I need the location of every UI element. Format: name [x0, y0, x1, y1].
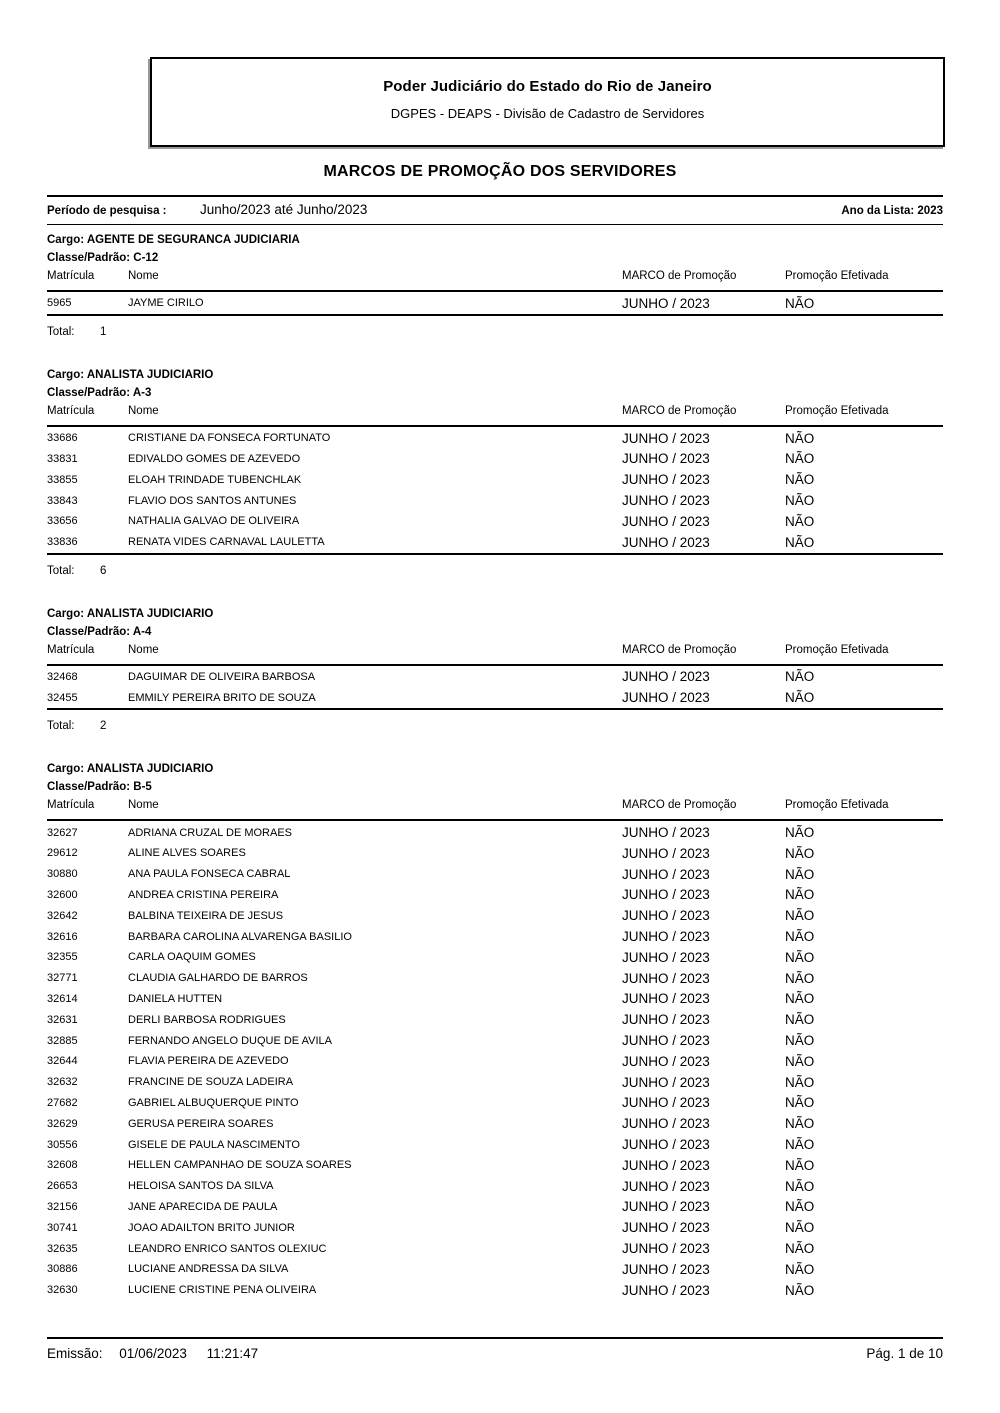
classe-label: Classe/Padrão: A-3 [47, 386, 152, 399]
table-row [47, 926, 943, 947]
cell-efetivada: NÃO [785, 451, 815, 467]
cell-marco: JUNHO / 2023 [622, 1241, 710, 1256]
total-value: 6 [100, 564, 107, 577]
cell-efetivada: NÃO [785, 970, 815, 986]
col-header-marco: MARCO de Promoção [622, 404, 737, 417]
emission-info [47, 1346, 258, 1361]
cell-matricula: 32631 [47, 1013, 78, 1026]
cell-marco: JUNHO / 2023 [622, 669, 710, 685]
table-header-row [47, 269, 943, 292]
table-row [47, 490, 943, 511]
cell-nome: FLAVIA PEREIRA DE AZEVEDO [128, 1055, 289, 1068]
cell-marco: JUNHO / 2023 [622, 1261, 710, 1277]
cell-matricula: 30880 [47, 868, 78, 881]
cell-marco: JUNHO / 2023 [622, 887, 710, 903]
col-header-nome: Nome [128, 799, 159, 812]
cell-efetivada: NÃO [785, 1033, 815, 1049]
cell-efetivada: NÃO [785, 1012, 815, 1028]
cell-efetivada: NÃO [785, 1074, 815, 1090]
cell-efetivada: NÃO [785, 1137, 815, 1153]
cell-nome: FRANCINE DE SOUZA LADEIRA [128, 1076, 294, 1089]
cell-matricula: 32635 [47, 1242, 78, 1255]
cell-marco: JUNHO / 2023 [622, 513, 710, 529]
cell-nome: ANDREA CRISTINA PEREIRA [128, 888, 279, 901]
cell-efetivada: NÃO [785, 1157, 815, 1173]
cell-efetivada: NÃO [785, 929, 815, 945]
cargo-section [47, 762, 943, 1300]
cell-marco: JUNHO / 2023 [622, 1220, 710, 1236]
cell-matricula: 5965 [47, 297, 72, 310]
cell-efetivada: NÃO [785, 887, 815, 903]
total-label: Total: [47, 325, 75, 338]
cell-efetivada: NÃO [785, 991, 815, 1007]
table-row [47, 1155, 943, 1176]
cell-matricula: 32885 [47, 1034, 78, 1047]
cell-matricula: 33686 [47, 432, 78, 445]
cell-matricula: 32616 [47, 930, 78, 943]
col-header-nome: Nome [128, 270, 159, 282]
cell-marco: JUNHO / 2023 [622, 929, 710, 945]
table-row [47, 1051, 943, 1072]
cell-nome: LUCIENE CRISTINE PENA OLIVEIRA [128, 1284, 317, 1297]
cell-matricula: 32644 [47, 1055, 78, 1068]
cell-efetivada: NÃO [785, 866, 815, 882]
cell-nome: ANA PAULA FONSECA CABRAL [128, 868, 291, 881]
cell-matricula: 33836 [47, 536, 78, 549]
cell-nome: BALBINA TEIXEIRA DE JESUS [128, 909, 284, 922]
table-row [47, 532, 943, 553]
cell-marco: JUNHO / 2023 [622, 472, 710, 488]
col-header-efetivada: Promoção Efetivada [785, 799, 889, 812]
cell-efetivada: NÃO [785, 430, 815, 446]
total-label: Total: [47, 564, 75, 577]
cargo-section [47, 607, 943, 734]
table-row [47, 428, 943, 449]
col-header-matricula: Matrícula [47, 799, 95, 812]
sections-container [47, 233, 943, 1301]
cell-nome: EDIVALDO GOMES DE AZEVEDO [128, 452, 301, 465]
emission-date: 01/06/2023 [119, 1346, 187, 1361]
table-body [47, 292, 943, 316]
table-body [47, 666, 943, 711]
report-content [47, 195, 943, 1301]
cell-matricula: 32771 [47, 972, 78, 985]
table-row [47, 968, 943, 989]
table-row [47, 1009, 943, 1030]
cell-matricula: 32608 [47, 1159, 78, 1172]
cell-marco: JUNHO / 2023 [622, 430, 710, 446]
col-header-matricula: Matrícula [47, 643, 95, 656]
table-row [47, 843, 943, 864]
cell-nome: EMMILY PEREIRA BRITO DE SOUZA [128, 691, 316, 704]
cell-matricula: 32629 [47, 1117, 78, 1130]
table-row [47, 511, 943, 532]
total-value: 1 [100, 325, 107, 338]
cell-marco: JUNHO / 2023 [622, 1282, 710, 1298]
table-row [47, 449, 943, 470]
cell-marco: JUNHO / 2023 [622, 451, 710, 467]
cell-nome: CRISTIANE DA FONSECA FORTUNATO [128, 432, 331, 445]
table-row [47, 989, 943, 1010]
table-row [47, 1197, 943, 1218]
search-period-bar [47, 195, 943, 225]
cell-nome: ADRIANA CRUZAL DE MORAES [128, 826, 293, 839]
col-header-matricula: Matrícula [47, 404, 95, 417]
list-year-label: Ano da Lista: 2023 [841, 205, 943, 217]
cell-matricula: 32642 [47, 909, 78, 922]
cell-nome: NATHALIA GALVAO DE OLIVEIRA [128, 515, 300, 528]
period-value: Junho/2023 até Junho/2023 [200, 202, 368, 217]
cell-nome: HELLEN CAMPANHAO DE SOUZA SOARES [128, 1159, 352, 1172]
classe-label: Classe/Padrão: C-12 [47, 252, 159, 264]
cell-efetivada: NÃO [785, 1241, 815, 1256]
col-header-marco: MARCO de Promoção [622, 643, 737, 656]
cell-efetivada: NÃO [785, 472, 815, 488]
table-header-row [47, 643, 943, 666]
table-row [47, 687, 943, 708]
cell-matricula: 33843 [47, 494, 78, 507]
cell-marco: JUNHO / 2023 [622, 1199, 710, 1215]
cell-marco: JUNHO / 2023 [622, 1012, 710, 1028]
cell-matricula: 33831 [47, 452, 78, 465]
table-row [47, 1176, 943, 1197]
cell-marco: JUNHO / 2023 [622, 295, 710, 311]
cell-marco: JUNHO / 2023 [622, 1137, 710, 1153]
cell-matricula: 30886 [47, 1263, 78, 1276]
cell-marco: JUNHO / 2023 [622, 1074, 710, 1090]
table-row [47, 905, 943, 926]
total-value: 2 [100, 720, 107, 733]
cell-marco: JUNHO / 2023 [622, 1178, 710, 1194]
total-row [47, 564, 943, 578]
cell-matricula: 27682 [47, 1096, 78, 1109]
cell-marco: JUNHO / 2023 [622, 970, 710, 986]
table-header-row [47, 798, 943, 821]
cell-efetivada: NÃO [785, 669, 815, 685]
department-name: DGPES - DEAPS - Divisão de Cadastro de Servidores [390, 106, 705, 121]
letterhead-box [150, 57, 945, 147]
col-header-matricula: Matrícula [47, 270, 95, 282]
cell-efetivada: NÃO [785, 825, 815, 841]
cell-matricula: 33855 [47, 473, 78, 486]
cell-matricula: 30556 [47, 1138, 78, 1151]
table-row [47, 822, 943, 843]
col-header-nome: Nome [128, 643, 159, 656]
cell-matricula: 32468 [47, 670, 78, 683]
cargo-section [47, 368, 943, 578]
cell-nome: FLAVIO DOS SANTOS ANTUNES [128, 494, 297, 507]
organization-name: Poder Judiciário do Estado do Rio de Janeiro [383, 78, 712, 95]
cell-nome: HELOISA SANTOS DA SILVA [128, 1180, 274, 1193]
cell-nome: JANE APARECIDA DE PAULA [128, 1200, 278, 1213]
cell-nome: ELOAH TRINDADE TUBENCHLAK [128, 473, 302, 486]
report-title: MARCOS DE PROMOÇÃO DOS SERVIDORES [323, 163, 677, 180]
page-number: Pág. 1 de 10 [866, 1346, 943, 1361]
cell-matricula: 33656 [47, 515, 78, 528]
cell-efetivada: NÃO [785, 845, 815, 861]
cell-marco: JUNHO / 2023 [622, 493, 710, 509]
cell-efetivada: NÃO [785, 493, 815, 509]
cell-matricula: 32355 [47, 951, 78, 964]
cargo-label: Cargo: AGENTE DE SEGURANCA JUDICIARIA [47, 234, 300, 246]
table-row [47, 1134, 943, 1155]
cargo-section [47, 233, 943, 339]
table-row [47, 864, 943, 885]
cell-matricula: 32630 [47, 1284, 78, 1297]
cell-matricula: 32627 [47, 826, 78, 839]
cell-efetivada: NÃO [785, 1095, 815, 1111]
cell-efetivada: NÃO [785, 1053, 815, 1069]
total-row [47, 719, 943, 733]
table-row [47, 293, 943, 314]
cell-nome: DAGUIMAR DE OLIVEIRA BARBOSA [128, 670, 316, 683]
cell-marco: JUNHO / 2023 [622, 1053, 710, 1069]
cell-marco: JUNHO / 2023 [622, 1116, 710, 1132]
classe-label: Classe/Padrão: A-4 [47, 625, 152, 638]
total-label: Total: [47, 720, 75, 733]
cell-nome: CARLA OAQUIM GOMES [128, 951, 256, 964]
cell-nome: BARBARA CAROLINA ALVARENGA BASILIO [128, 930, 352, 943]
cell-nome: JOAO ADAILTON BRITO JUNIOR [128, 1221, 295, 1234]
cell-efetivada: NÃO [785, 1261, 815, 1277]
cell-nome: JAYME CIRILO [128, 297, 204, 310]
cell-nome: GISELE DE PAULA NASCIMENTO [128, 1138, 300, 1151]
cell-marco: JUNHO / 2023 [622, 690, 710, 706]
table-row [47, 947, 943, 968]
emission-time: 11:21:47 [206, 1346, 259, 1361]
col-header-nome: Nome [128, 404, 159, 417]
period-label: Período de pesquisa : [47, 205, 167, 217]
table-row [47, 1280, 943, 1301]
cell-marco: JUNHO / 2023 [622, 991, 710, 1007]
cell-marco: JUNHO / 2023 [622, 1095, 710, 1111]
table-row [47, 1093, 943, 1114]
cell-matricula: 30741 [47, 1221, 78, 1234]
cell-marco: JUNHO / 2023 [622, 845, 710, 861]
table-body [47, 821, 943, 1300]
page-footer [47, 1337, 943, 1361]
total-row [47, 325, 943, 339]
cell-efetivada: NÃO [785, 534, 815, 550]
cell-efetivada: NÃO [785, 295, 815, 311]
table-row [47, 667, 943, 688]
table-row [47, 1030, 943, 1051]
cell-matricula: 32614 [47, 992, 78, 1005]
cell-matricula: 29612 [47, 847, 78, 860]
cell-matricula: 32632 [47, 1076, 78, 1089]
cell-nome: LEANDRO ENRICO SANTOS OLEXIUC [128, 1242, 327, 1255]
table-row [47, 1113, 943, 1134]
cell-nome: GABRIEL ALBUQUERQUE PINTO [128, 1096, 299, 1109]
table-row [47, 469, 943, 490]
cargo-label: Cargo: ANALISTA JUDICIARIO [47, 368, 214, 381]
cell-efetivada: NÃO [785, 1199, 815, 1215]
cell-marco: JUNHO / 2023 [622, 949, 710, 965]
table-header-row [47, 404, 943, 427]
cell-marco: JUNHO / 2023 [622, 866, 710, 882]
cell-marco: JUNHO / 2023 [622, 825, 710, 841]
table-row [47, 885, 943, 906]
cell-efetivada: NÃO [785, 1116, 815, 1132]
cell-matricula: 26653 [47, 1180, 78, 1193]
col-header-marco: MARCO de Promoção [622, 270, 737, 282]
cell-efetivada: NÃO [785, 908, 815, 924]
cell-nome: LUCIANE ANDRESSA DA SILVA [128, 1263, 289, 1276]
cell-efetivada: NÃO [785, 949, 815, 965]
col-header-efetivada: Promoção Efetivada [785, 643, 889, 656]
cell-nome: ALINE ALVES SOARES [128, 847, 246, 860]
col-header-efetivada: Promoção Efetivada [785, 404, 889, 417]
cell-matricula: 32600 [47, 888, 78, 901]
cargo-label: Cargo: ANALISTA JUDICIARIO [47, 763, 214, 776]
cell-nome: RENATA VIDES CARNAVAL LAULETTA [128, 536, 325, 549]
table-row [47, 1217, 943, 1238]
cell-marco: JUNHO / 2023 [622, 908, 710, 924]
cell-nome: DERLI BARBOSA RODRIGUES [128, 1013, 286, 1026]
cell-efetivada: NÃO [785, 1282, 815, 1298]
cell-marco: JUNHO / 2023 [622, 1033, 710, 1049]
cell-efetivada: NÃO [785, 1220, 815, 1236]
table-body [47, 427, 943, 555]
cell-marco: JUNHO / 2023 [622, 1157, 710, 1173]
emission-label: Emissão: [47, 1346, 103, 1361]
cell-efetivada: NÃO [785, 1178, 815, 1194]
table-row [47, 1238, 943, 1259]
classe-label: Classe/Padrão: B-5 [47, 781, 152, 794]
cell-nome: CLAUDIA GALHARDO DE BARROS [128, 972, 308, 985]
cell-marco: JUNHO / 2023 [622, 534, 710, 550]
table-row [47, 1259, 943, 1280]
cell-nome: DANIELA HUTTEN [128, 992, 223, 1005]
cell-efetivada: NÃO [785, 690, 815, 706]
cell-nome: FERNANDO ANGELO DUQUE DE AVILA [128, 1034, 332, 1047]
cell-matricula: 32156 [47, 1200, 78, 1213]
cell-matricula: 32455 [47, 691, 78, 704]
table-row [47, 1072, 943, 1093]
col-header-efetivada: Promoção Efetivada [785, 270, 889, 282]
cargo-label: Cargo: ANALISTA JUDICIARIO [47, 607, 214, 620]
col-header-marco: MARCO de Promoção [622, 799, 737, 812]
cell-nome: GERUSA PEREIRA SOARES [128, 1117, 274, 1130]
cell-efetivada: NÃO [785, 513, 815, 529]
